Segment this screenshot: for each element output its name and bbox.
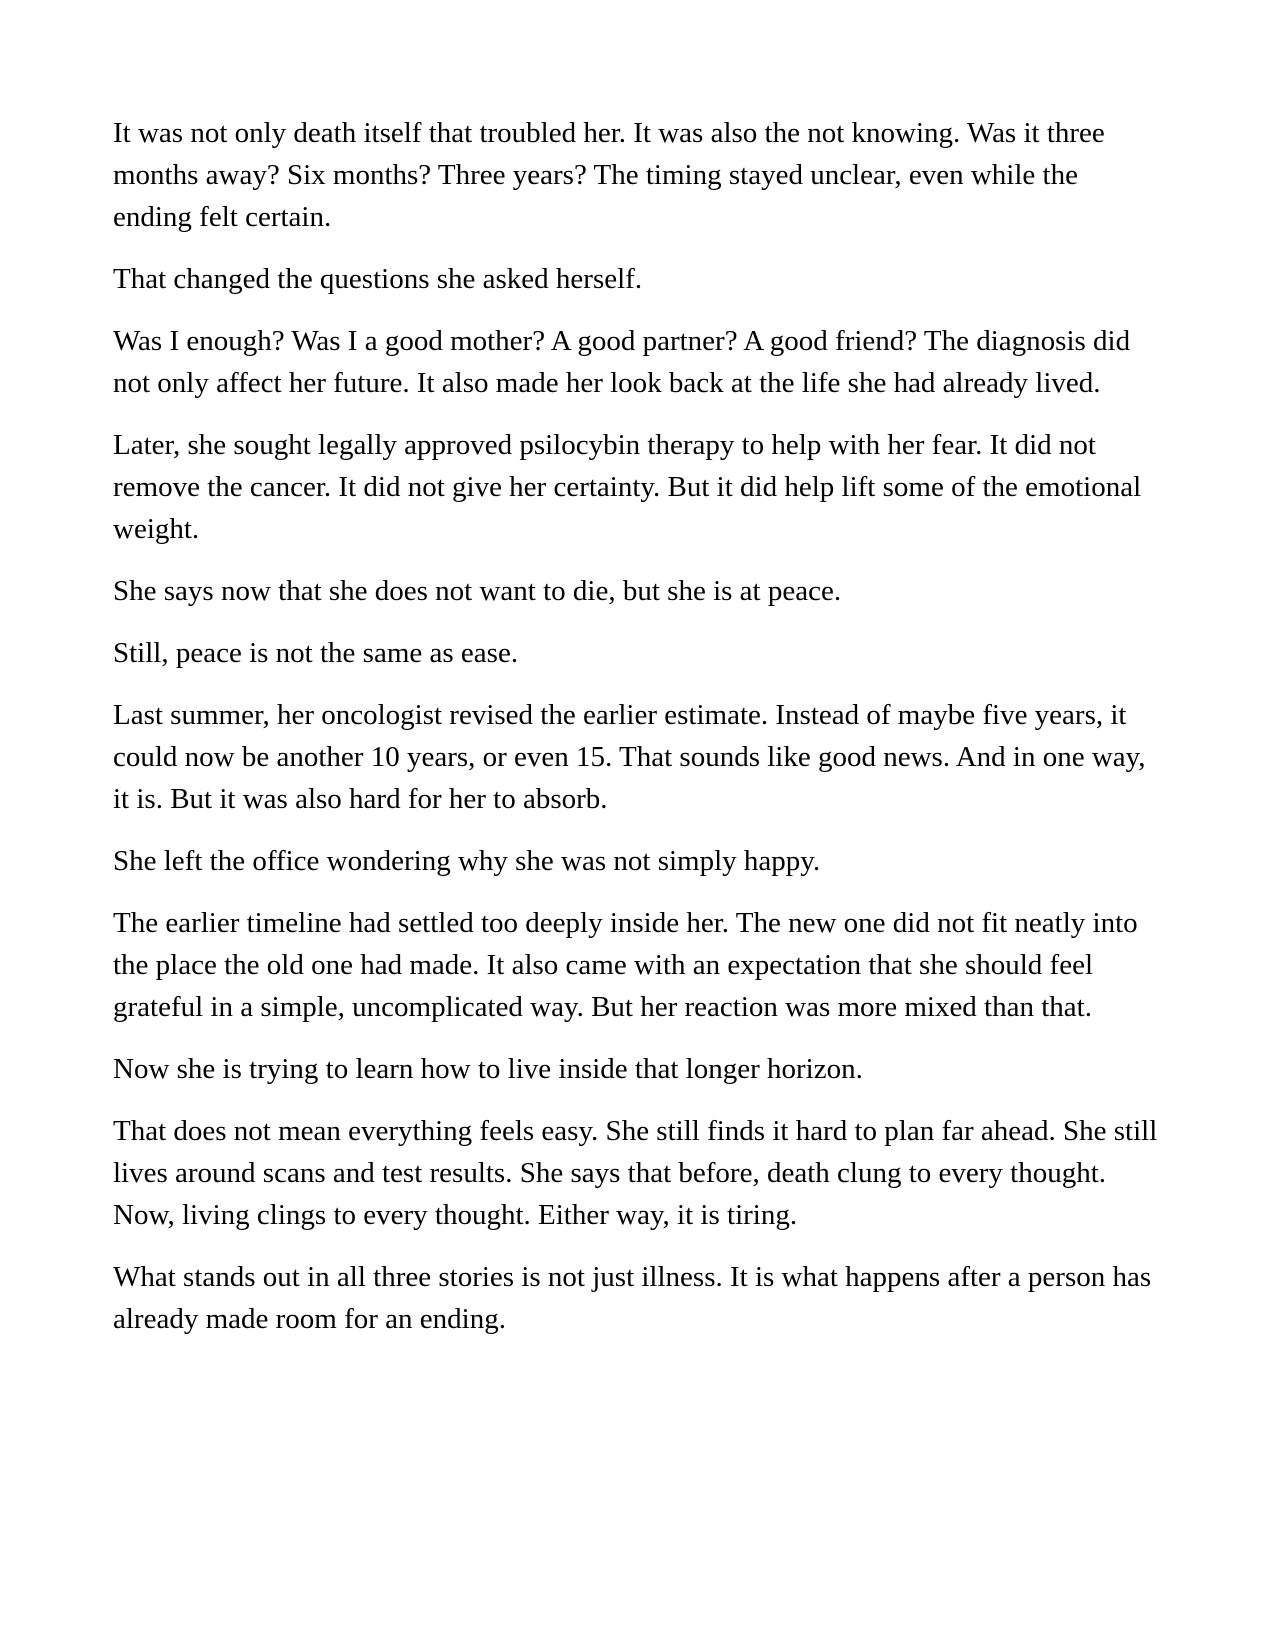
paragraph: She says now that she does not want to die, but she is at peace. bbox=[113, 575, 842, 607]
paragraph: She left the office wondering why she was not simply happy. bbox=[113, 845, 821, 877]
paragraph: That does not mean everything feels easy. She still finds it hard to plan far ahead. She still lives around scans and test results. She says that before, death clung to every thought. Now, living clings to every thought. Either way, it is tiring. bbox=[113, 1115, 1158, 1231]
paragraph: The earlier timeline had settled too deeply inside her. The new one did not fit neatly into the place the old one had made. It also came with an expectation that she should feel grateful in a simple, uncomplicated way. But her reaction was more mixed than that. bbox=[113, 907, 1138, 1023]
paragraph: It was not only death itself that troubled her. It was also the not knowing. Was it three months away? Six months? Three years? The timing stayed unclear, even while the ending felt certain. bbox=[113, 117, 1105, 233]
paragraph: Was I enough? Was I a good mother? A good partner? A good friend? The diagnosis did not only affect her future. It also made her look back at the life she had already lived. bbox=[113, 325, 1131, 399]
paragraph: That changed the questions she asked herself. bbox=[113, 263, 643, 295]
paragraph: Last summer, her oncologist revised the earlier estimate. Instead of maybe five years, it could now be another 10 years, or even 15. That sounds like good news. And in one way, it is. But it was also hard for her to absorb. bbox=[113, 699, 1146, 815]
paragraph: Still, peace is not the same as ease. bbox=[113, 637, 519, 669]
paragraph: Now she is trying to learn how to live inside that longer horizon. bbox=[113, 1053, 863, 1085]
paragraph: What stands out in all three stories is not just illness. It is what happens after a person has already made room for an ending. bbox=[113, 1261, 1152, 1335]
document-body bbox=[113, 112, 1162, 1340]
paragraph: Later, she sought legally approved psilocybin therapy to help with her fear. It did not remove the cancer. It did not give her certainty. But it did help lift some of the emotional weight. bbox=[113, 429, 1142, 545]
